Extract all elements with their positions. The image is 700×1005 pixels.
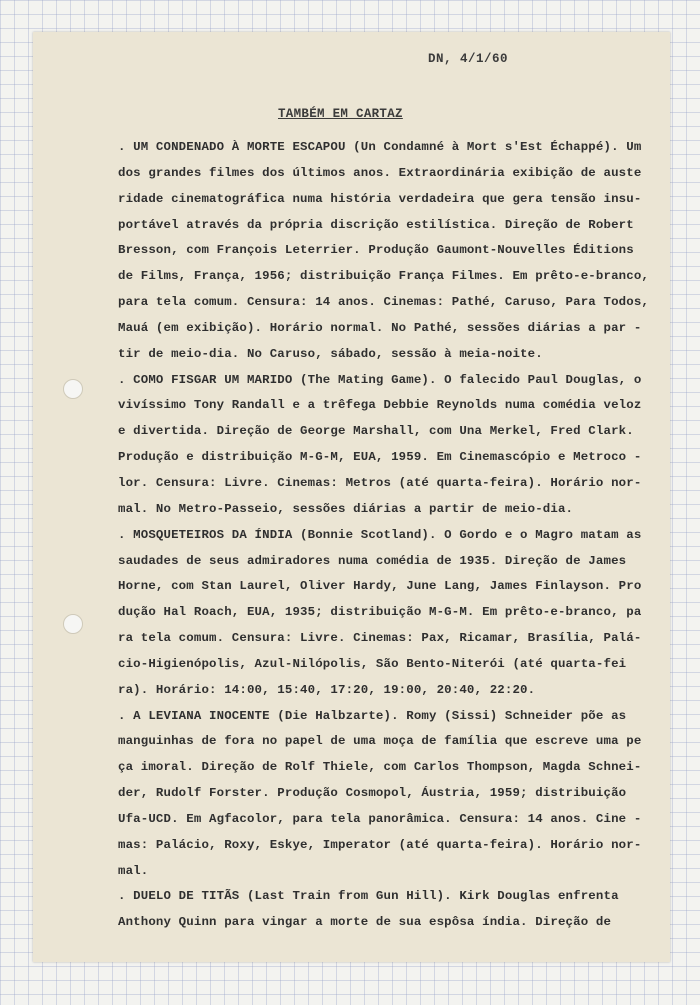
- text-line: Horne, com Stan Laurel, Oliver Hardy, June Lang, James Finlayson. Pro: [118, 579, 642, 594]
- text-line: cio-Higienópolis, Azul-Nilópolis, São Bento-Niterói (até quarta-fei: [118, 656, 627, 671]
- text-line: de Films, França, 1956; distribuição França Filmes. Em prêto-e-branco,: [118, 269, 649, 284]
- text-line: ra tela comum. Censura: Livre. Cinemas: Pax, Ricamar, Brasília, Palá-: [118, 631, 642, 646]
- review-text: [118, 135, 666, 936]
- text-line: Ufa-UCD. Em Agfacolor, para tela panorâmica. Censura: 14 anos. Cine -: [118, 811, 642, 826]
- text-line: . MOSQUETEIROS DA ÍNDIA (Bonnie Scotland). O Gordo e o Magro matam as: [118, 527, 642, 542]
- text-line: dos grandes filmes dos últimos anos. Extraordinária exibição de auste: [118, 165, 642, 180]
- text-line: . A LEVIANA INOCENTE (Die Halbzarte). Romy (Sissi) Schneider põe as: [118, 708, 627, 723]
- text-line: Mauá (em exibição). Horário normal. No Pathé, sessões diárias a par -: [118, 320, 642, 335]
- punch-hole-bottom: [63, 614, 83, 634]
- text-line: Bresson, com François Leterrier. Produção Gaumont-Nouvelles Éditions: [118, 243, 634, 258]
- text-line: mas: Palácio, Roxy, Eskye, Imperator (até quarta-feira). Horário nor-: [118, 837, 642, 852]
- text-line: saudades de seus admiradores numa comédia de 1935. Direção de James: [118, 553, 627, 568]
- page-title: TAMBÉM EM CARTAZ: [278, 107, 403, 121]
- text-line: . COMO FISGAR UM MARIDO (The Mating Game). O falecido Paul Douglas, o: [118, 372, 642, 387]
- text-line: . UM CONDENADO À MORTE ESCAPOU (Un Condamné à Mort s'Est Échappé). Um: [118, 140, 642, 154]
- text-line: der, Rudolf Forster. Produção Cosmopol, Áustria, 1959; distribuição: [118, 786, 627, 801]
- text-line: Anthony Quinn para vingar a morte de sua espôsa índia. Direção de: [118, 915, 612, 930]
- text-line: manguinhas de fora no papel de uma moça de família que escreve uma pe: [118, 734, 642, 749]
- text-line: portável através da própria discrição estilística. Direção de Robert: [118, 217, 634, 232]
- date-line: DN, 4/1/60: [428, 52, 509, 66]
- text-line: ça imoral. Direção de Rolf Thiele, com Carlos Thompson, Magda Schnei-: [118, 760, 642, 775]
- text-line: . DUELO DE TITÃS (Last Train from Gun Hill). Kirk Douglas enfrenta: [118, 889, 619, 904]
- text-line: para tela comum. Censura: 14 anos. Cinemas: Pathé, Caruso, Para Todos,: [118, 295, 649, 310]
- text-line: lor. Censura: Livre. Cinemas: Metros (até quarta-feira). Horário nor-: [118, 475, 642, 490]
- text-line: mal. No Metro-Passeio, sessões diárias a partir de meio-dia.: [118, 501, 574, 516]
- text-line: tir de meio-dia. No Caruso, sábado, sessão à meia-noite.: [118, 346, 543, 361]
- text-line: dução Hal Roach, EUA, 1935; distribuição M-G-M. Em prêto-e-branco, pa: [118, 605, 642, 620]
- text-line: ridade cinematográfica numa história verdadeira que gera tensão insu-: [118, 191, 642, 206]
- punch-hole-top: [63, 379, 83, 399]
- text-line: e divertida. Direção de George Marshall, com Una Merkel, Fred Clark.: [118, 424, 634, 439]
- text-line: ra). Horário: 14:00, 15:40, 17:20, 19:00, 20:40, 22:20.: [118, 682, 536, 697]
- text-line: mal.: [118, 863, 149, 878]
- text-line: Produção e distribuição M-G-M, EUA, 1959. Em Cinemascópio e Metroco -: [118, 450, 642, 465]
- text-line: vivíssimo Tony Randall e a trêfega Debbie Reynolds numa comédia veloz: [118, 398, 642, 413]
